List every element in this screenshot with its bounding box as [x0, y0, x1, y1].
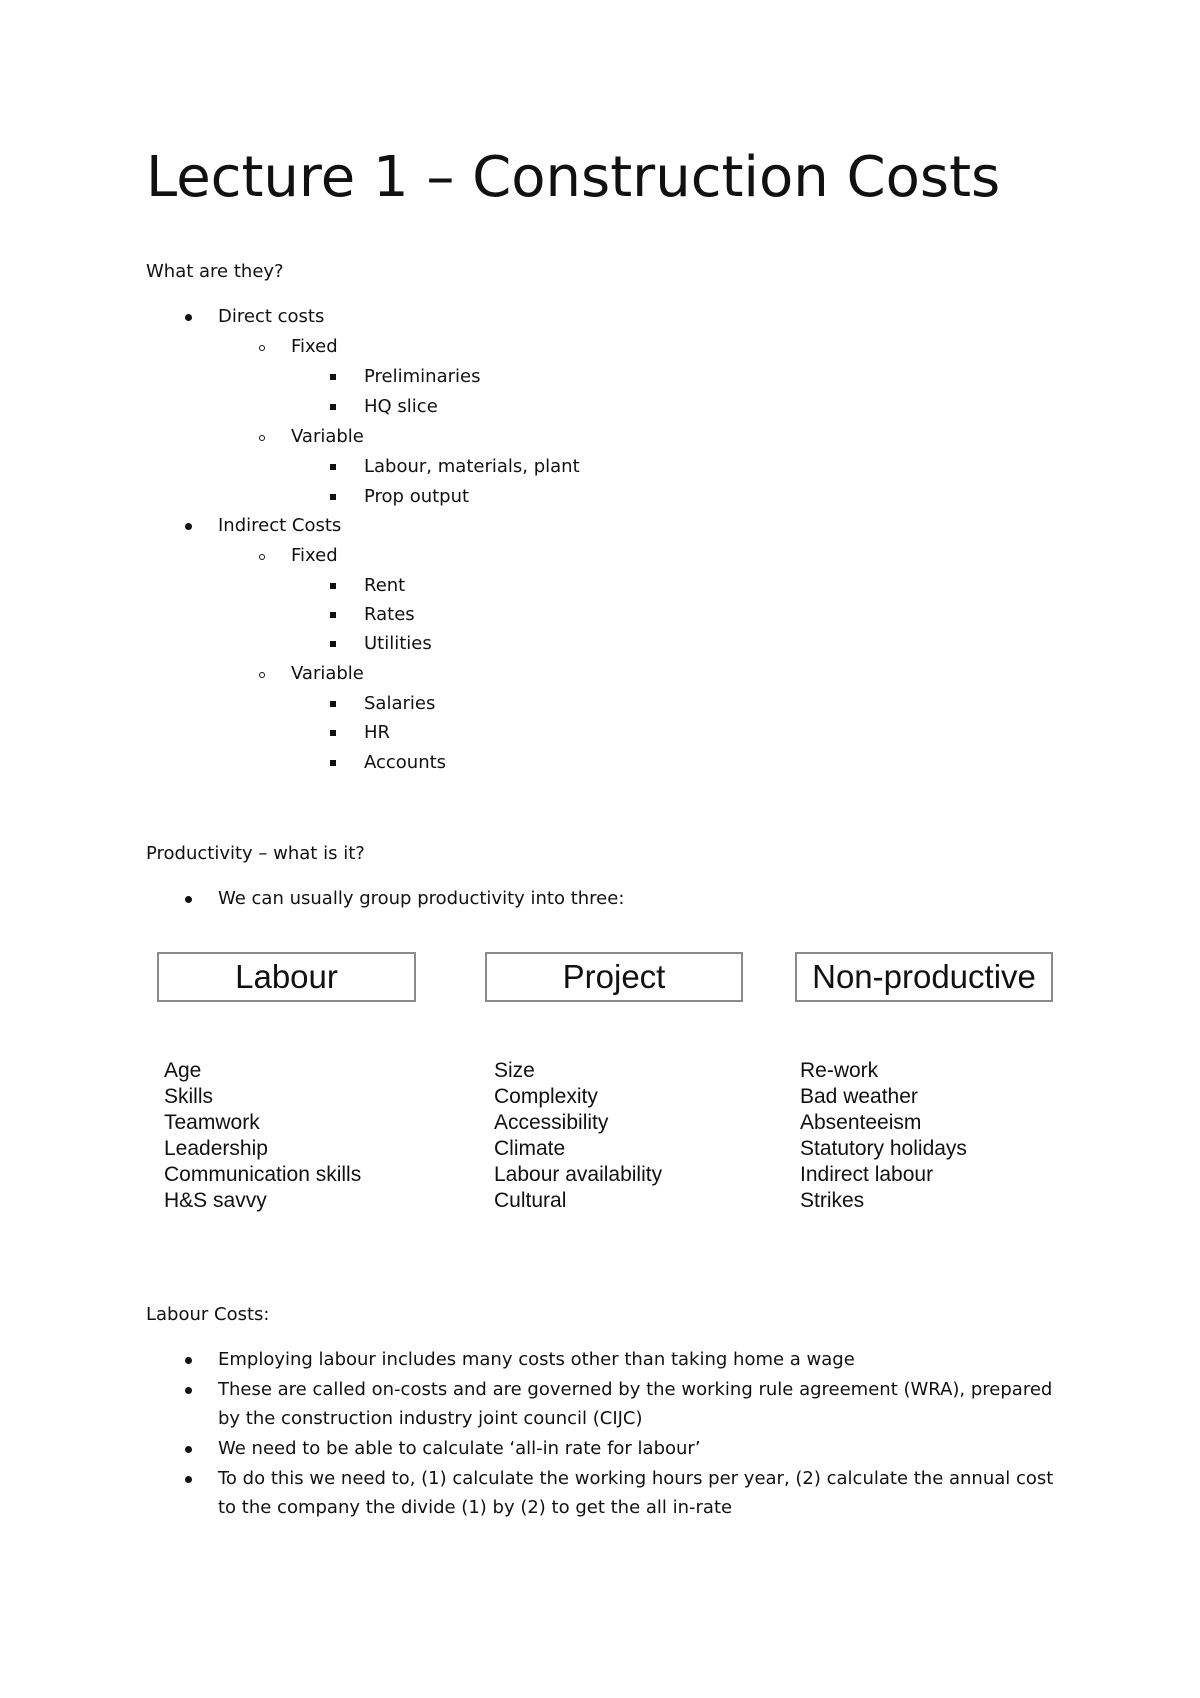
project-factor: Climate	[494, 1137, 566, 1160]
costs-heading: What are they?	[146, 261, 284, 282]
bullet-square-icon	[330, 760, 336, 766]
labour-costs-bullet: We need to be able to calculate ‘all-in rate for labour’	[218, 1438, 701, 1459]
bullet-circle-icon	[259, 554, 265, 560]
direct-variable-item: Labour, materials, plant	[364, 456, 580, 477]
direct-variable-item: Prop output	[364, 486, 470, 507]
direct-fixed-item: HQ slice	[364, 396, 438, 417]
bullet-dot-icon	[185, 1446, 192, 1453]
labour-factor: Skills	[164, 1085, 214, 1108]
project-factor: Complexity	[494, 1085, 598, 1108]
labour-factor: H&S savvy	[164, 1189, 267, 1212]
labour-costs-bullet-continued: to the company the divide (1) by (2) to get the all in-rate	[218, 1497, 733, 1518]
labour-costs-bullet: To do this we need to, (1) calculate the working hours per year, (2) calculate the annual cost	[218, 1468, 1054, 1489]
indirect-variable-item: Salaries	[364, 693, 436, 714]
bullet-dot-icon	[185, 1357, 192, 1364]
bullet-circle-icon	[259, 435, 265, 441]
project-factor: Cultural	[494, 1189, 567, 1212]
page-title: Lecture 1 – Construction Costs	[146, 145, 1001, 210]
labour-costs-heading: Labour Costs:	[146, 1304, 270, 1325]
indirect-variable-label: Variable	[291, 663, 364, 684]
non-productive-factor: Re-work	[800, 1059, 879, 1082]
non-productive-factor: Strikes	[800, 1189, 865, 1212]
bullet-square-icon	[330, 641, 336, 647]
indirect-variable-item: Accounts	[364, 752, 447, 773]
group-box-labour: Labour	[157, 952, 416, 1002]
labour-factor: Leadership	[164, 1137, 268, 1160]
productivity-bullet: We can usually group productivity into three:	[218, 888, 625, 909]
group-box-project: Project	[485, 952, 743, 1002]
non-productive-factor: Absenteeism	[800, 1111, 922, 1134]
group-box-non-productive: Non-productive	[795, 952, 1053, 1002]
productivity-heading: Productivity – what is it?	[146, 843, 365, 864]
labour-costs-bullet: Employing labour includes many costs other than taking home a wage	[218, 1349, 855, 1370]
project-factor: Labour availability	[494, 1163, 663, 1186]
non-productive-factor: Indirect labour	[800, 1163, 934, 1186]
bullet-square-icon	[330, 701, 336, 707]
bullet-dot-icon	[185, 314, 192, 321]
non-productive-factor: Statutory holidays	[800, 1137, 967, 1160]
direct-costs-label: Direct costs	[218, 306, 325, 327]
direct-fixed-label: Fixed	[291, 336, 338, 357]
indirect-fixed-item: Rates	[364, 604, 415, 625]
indirect-variable-item: HR	[364, 722, 391, 743]
bullet-square-icon	[330, 612, 336, 618]
bullet-square-icon	[330, 404, 336, 410]
labour-costs-bullet-continued: by the construction industry joint council (CIJC)	[218, 1408, 643, 1429]
labour-factor: Age	[164, 1059, 202, 1082]
bullet-dot-icon	[185, 1387, 192, 1394]
bullet-square-icon	[330, 730, 336, 736]
indirect-fixed-item: Rent	[364, 575, 406, 596]
project-factor: Accessibility	[494, 1111, 609, 1134]
bullet-square-icon	[330, 374, 336, 380]
bullet-dot-icon	[185, 896, 192, 903]
direct-fixed-item: Preliminaries	[364, 366, 481, 387]
bullet-dot-icon	[185, 1476, 192, 1483]
bullet-square-icon	[330, 583, 336, 589]
indirect-fixed-label: Fixed	[291, 545, 338, 566]
bullet-circle-icon	[259, 672, 265, 678]
labour-factor: Communication skills	[164, 1163, 362, 1186]
labour-factor: Teamwork	[164, 1111, 260, 1134]
bullet-circle-icon	[259, 345, 265, 351]
non-productive-factor: Bad weather	[800, 1085, 918, 1108]
labour-costs-bullet: These are called on-costs and are governed by the working rule agreement (WRA), prepared	[218, 1379, 1053, 1400]
bullet-square-icon	[330, 464, 336, 470]
indirect-fixed-item: Utilities	[364, 633, 432, 654]
indirect-costs-label: Indirect Costs	[218, 515, 342, 536]
bullet-dot-icon	[185, 523, 192, 530]
direct-variable-label: Variable	[291, 426, 364, 447]
project-factor: Size	[494, 1059, 535, 1082]
bullet-square-icon	[330, 494, 336, 500]
